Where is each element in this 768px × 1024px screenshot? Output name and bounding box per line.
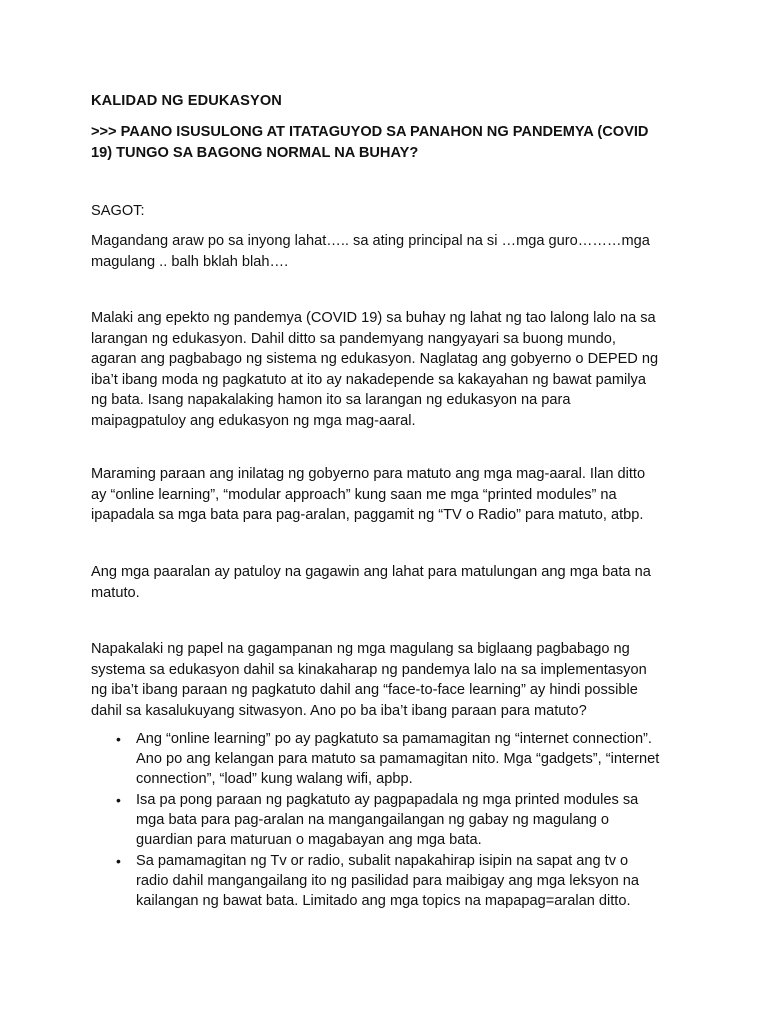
bullet-line: mga bata para pag-aralan na mangangailangan ng gabay ng magulang o bbox=[136, 812, 610, 828]
paragraph-line: agaran ang pagbabago ng sistema ng edukasyon. Naglatag ang gobyerno o DEPED ng bbox=[91, 351, 659, 367]
bullet-item-tv-radio bbox=[91, 851, 691, 911]
paragraph-line: larangan ng edukasyon. Dahil ditto sa pandemyang nangyayari sa buong mundo, bbox=[91, 330, 616, 347]
paragraph-3 bbox=[91, 562, 691, 603]
paragraph-line: maipagpatuloy ang edukasyon ng mga mag-aaral. bbox=[91, 412, 416, 429]
paragraph-line: ay “online learning”, “modular approach” kung saan me mga “printed modules” na bbox=[91, 486, 617, 503]
bullet-line: Isa pa pong paraan ng pagkatuto ay pagpapadala ng mga printed modules sa bbox=[136, 792, 639, 808]
paragraph-line: Ang mga paaralan ay patuloy na gagawin ang lahat para matulungan ang mga bata na bbox=[91, 564, 651, 580]
paragraph-line: ng iba’t ibang paraan ng pagkatuto dahil ang “face-to-face learning” ay hindi possible bbox=[91, 682, 638, 698]
bullet-line: Sa pamamagitan ng Tv or radio, subalit napakahirap isipin na sapat ang tv o bbox=[136, 853, 629, 869]
question-heading bbox=[91, 122, 691, 163]
paragraph-line: ipapadala sa mga bata para pag-aralan, paggamit ng “TV o Radio” para matuto, atbp. bbox=[91, 507, 644, 523]
heading-line: >>> PAANO ISUSULONG AT ITATAGUYOD SA PANAHON NG PANDEMYA (COVID bbox=[91, 124, 649, 140]
bullet-item-printed-modules bbox=[91, 790, 691, 850]
bullet-list bbox=[91, 729, 691, 912]
bullet-point-icon: • bbox=[116, 792, 121, 808]
paragraph-line: dahil sa kasalukuyang sitwasyon. Ano po ba iba’t ibang paraan para matuto? bbox=[91, 702, 587, 719]
paragraph-line: systema sa edukasyon dahil sa kinakaharap ng pandemya lalo na sa implementasyon bbox=[91, 661, 647, 678]
sagot-label bbox=[91, 201, 691, 222]
sagot-text: SAGOT: bbox=[91, 203, 145, 219]
heading-line: 19) TUNGO SA BAGONG NORMAL NA BUHAY? bbox=[91, 144, 419, 161]
paragraph-line: matuto. bbox=[91, 584, 140, 601]
bullet-line: Ang “online learning” po ay pagkatuto sa pamamagitan ng “internet connection”. bbox=[136, 731, 652, 747]
paragraph-line: ng bata. Isang napakalaking hamon ito sa larangan ng edukasyon na para bbox=[91, 392, 571, 408]
bullet-item-online-learning bbox=[91, 729, 691, 789]
paragraph-line: Maraming paraan ang inilatag ng gobyerno para matuto ang mga mag-aaral. Ilan ditto bbox=[91, 466, 646, 482]
bullet-line: Ano po ang kelangan para matuto sa pamamagitan nito. Mga “gadgets”, “internet bbox=[136, 751, 660, 767]
bullet-line: kailangan ng bawat bata. Limitado ang mga topics na mapapag=aralan ditto. bbox=[136, 893, 631, 909]
bullet-line: connection”, “load” kung walang wifi, apbp. bbox=[136, 771, 413, 787]
bullet-point-icon: • bbox=[116, 853, 121, 869]
document-title: KALIDAD NG EDUKASYON bbox=[91, 93, 282, 109]
paragraph-1 bbox=[91, 308, 691, 431]
paragraph-line: iba’t ibang moda ng pagkatuto at ito ay nakadepende sa kakayahan ng bawat pamilya bbox=[91, 371, 646, 388]
paragraph-2 bbox=[91, 464, 691, 526]
paragraph-line: magulang .. balh bklah blah…. bbox=[91, 253, 289, 270]
bullet-point-icon: • bbox=[116, 731, 121, 747]
paragraph-line: Magandang araw po sa inyong lahat….. sa ating principal na si …mga guro………mga bbox=[91, 233, 650, 249]
bullet-line: radio dahil mangangailang ito ng pasilidad para maibigay ang mga leksyon na bbox=[136, 873, 640, 889]
paragraph-line: Napakalaki ng papel na gagampanan ng mga magulang sa biglaang pagbabago ng bbox=[91, 641, 630, 657]
bullet-line: guardian para maturuan o magabayan ang mga bata. bbox=[136, 832, 482, 848]
paragraph-line: Malaki ang epekto ng pandemya (COVID 19) sa buhay ng lahat ng tao lalong lalo na sa bbox=[91, 310, 656, 326]
paragraph-4 bbox=[91, 639, 691, 721]
greeting-paragraph bbox=[91, 231, 691, 272]
